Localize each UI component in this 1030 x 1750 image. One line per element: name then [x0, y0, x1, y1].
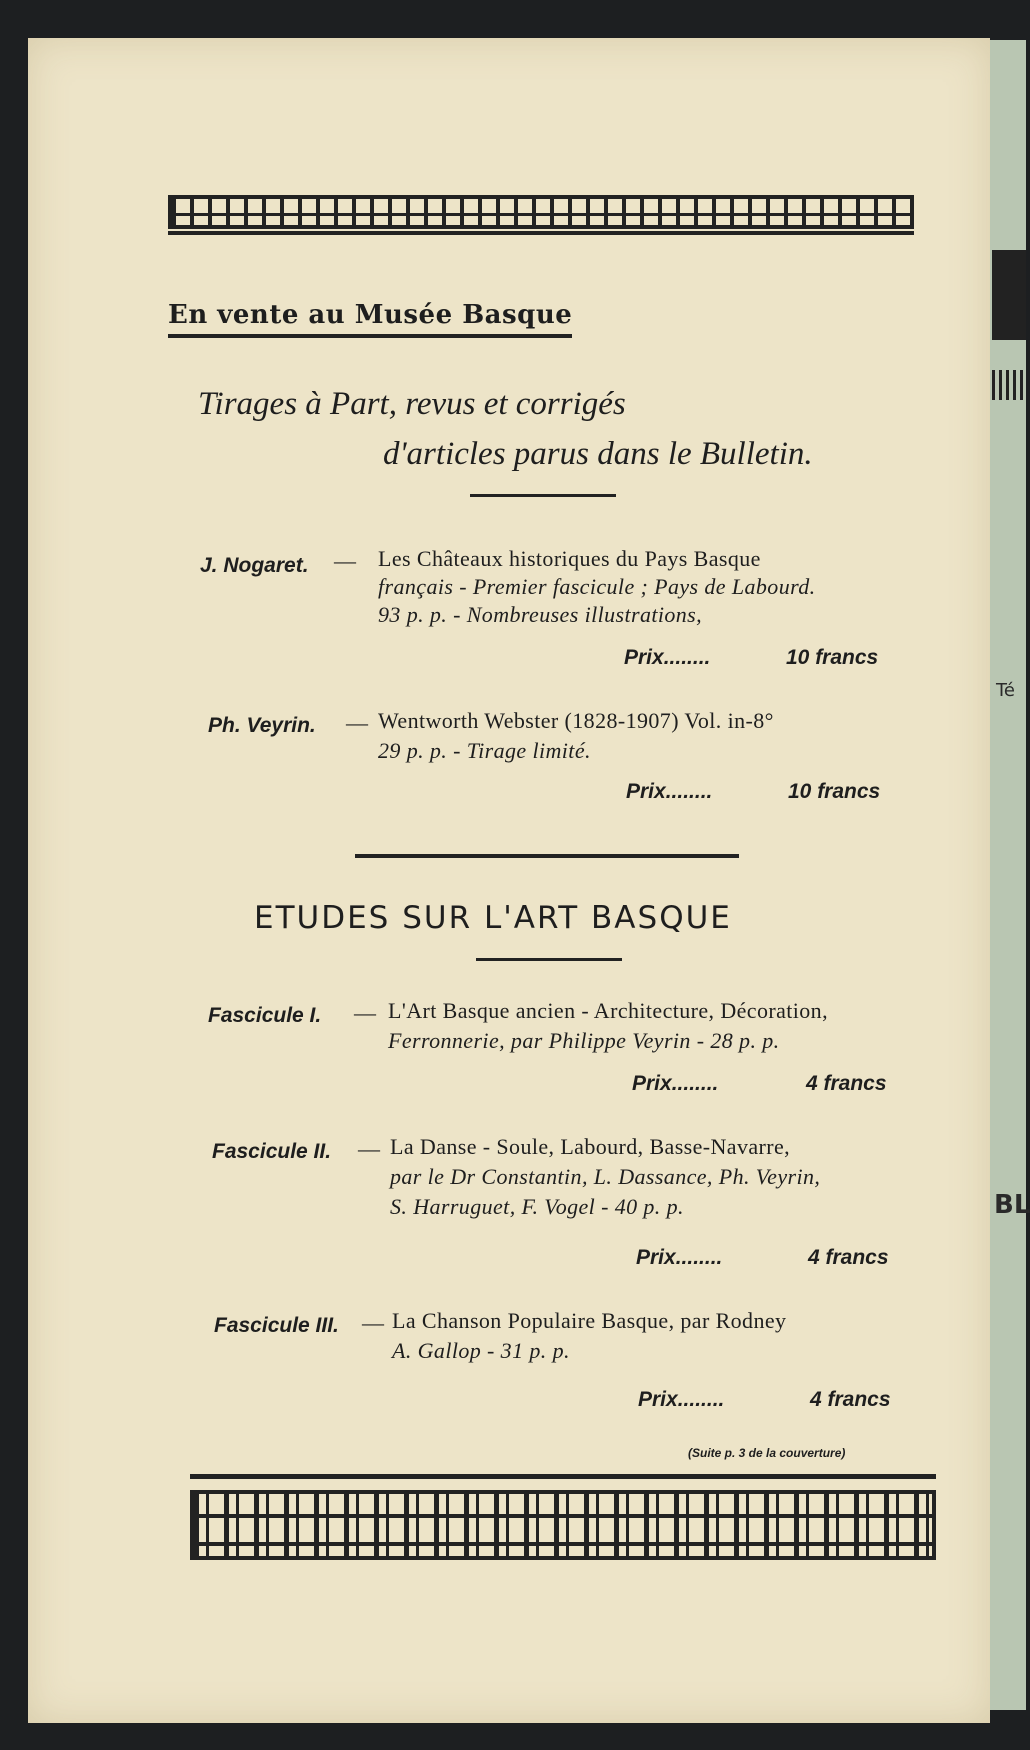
subtitle-line-1: Tirages à Part, revus et corrigés — [198, 386, 626, 422]
document-page — [28, 38, 990, 1723]
price-value: 4 francs — [808, 1246, 889, 1269]
short-rule — [470, 494, 616, 497]
offprint-line: français - Premier fascicule ; Pays de Labourd. — [378, 574, 816, 599]
subtitle-line-2: d'articles parus dans le Bulletin. — [383, 436, 813, 472]
fascicule-label: Fascicule III. — [214, 1314, 339, 1337]
greek-key-border-top — [168, 195, 914, 229]
shop-heading: En vente au Musée Basque — [168, 300, 572, 338]
price-value: 10 francs — [788, 780, 881, 803]
back-cover-text-fragment: Té — [996, 680, 1016, 701]
price-label: Prix........ — [636, 1246, 723, 1269]
offprint-author: J. Nogaret. — [200, 554, 309, 577]
fascicule-line: A. Gallop - 31 p. p. — [392, 1338, 570, 1363]
section-divider — [355, 854, 739, 858]
price-label: Prix........ — [638, 1388, 725, 1411]
back-cover-text-fragment: BL — [994, 1190, 1030, 1220]
price-value: 4 francs — [810, 1388, 891, 1411]
continuation-note: (Suite p. 3 de la couverture) — [688, 1446, 846, 1460]
offprint-line: Les Châteaux historiques du Pays Basque — [378, 546, 761, 571]
offprint-line: 29 p. p. - Tirage limité. — [378, 738, 591, 763]
offprint-line: 93 p. p. - Nombreuses illustrations, — [378, 602, 703, 627]
short-rule — [476, 958, 622, 961]
fascicule-dash: — — [362, 1310, 385, 1335]
offprint-line: Wentworth Webster (1828-1907) Vol. in-8° — [378, 708, 774, 733]
back-cover-letter-fragment — [992, 250, 1026, 340]
price-label: Prix........ — [624, 646, 711, 669]
offprint-dash: — — [346, 710, 369, 735]
price-value: 10 francs — [786, 646, 879, 669]
fascicule-line: S. Harruguet, F. Vogel - 40 p. p. — [390, 1194, 684, 1219]
fascicule-line: L'Art Basque ancien - Architecture, Décoration, — [388, 998, 828, 1023]
fascicule-dash: — — [354, 1000, 377, 1025]
price-label: Prix........ — [632, 1072, 719, 1095]
fascicule-line: Ferronnerie, par Philippe Veyrin - 28 p. p. — [388, 1028, 780, 1053]
offprint-author: Ph. Veyrin. — [208, 714, 316, 737]
rule-top — [168, 231, 914, 235]
fascicule-line: La Chanson Populaire Basque, par Rodney — [392, 1308, 787, 1333]
fascicule-line: La Danse - Soule, Labourd, Basse-Navarre, — [390, 1134, 791, 1159]
price-label: Prix........ — [626, 780, 713, 803]
rule-bottom — [190, 1474, 936, 1479]
back-cover-ornament — [992, 370, 1026, 400]
fascicule-label: Fascicule II. — [212, 1140, 332, 1163]
offprint-dash: — — [334, 548, 357, 573]
price-value: 4 francs — [806, 1072, 887, 1095]
fascicule-dash: — — [358, 1136, 381, 1161]
greek-key-border-bottom — [190, 1490, 936, 1560]
fascicule-line: par le Dr Constantin, L. Dassance, Ph. Veyrin, — [390, 1164, 821, 1189]
fascicule-label: Fascicule I. — [208, 1004, 322, 1027]
section-title: ETUDES SUR L'ART BASQUE — [254, 900, 732, 936]
